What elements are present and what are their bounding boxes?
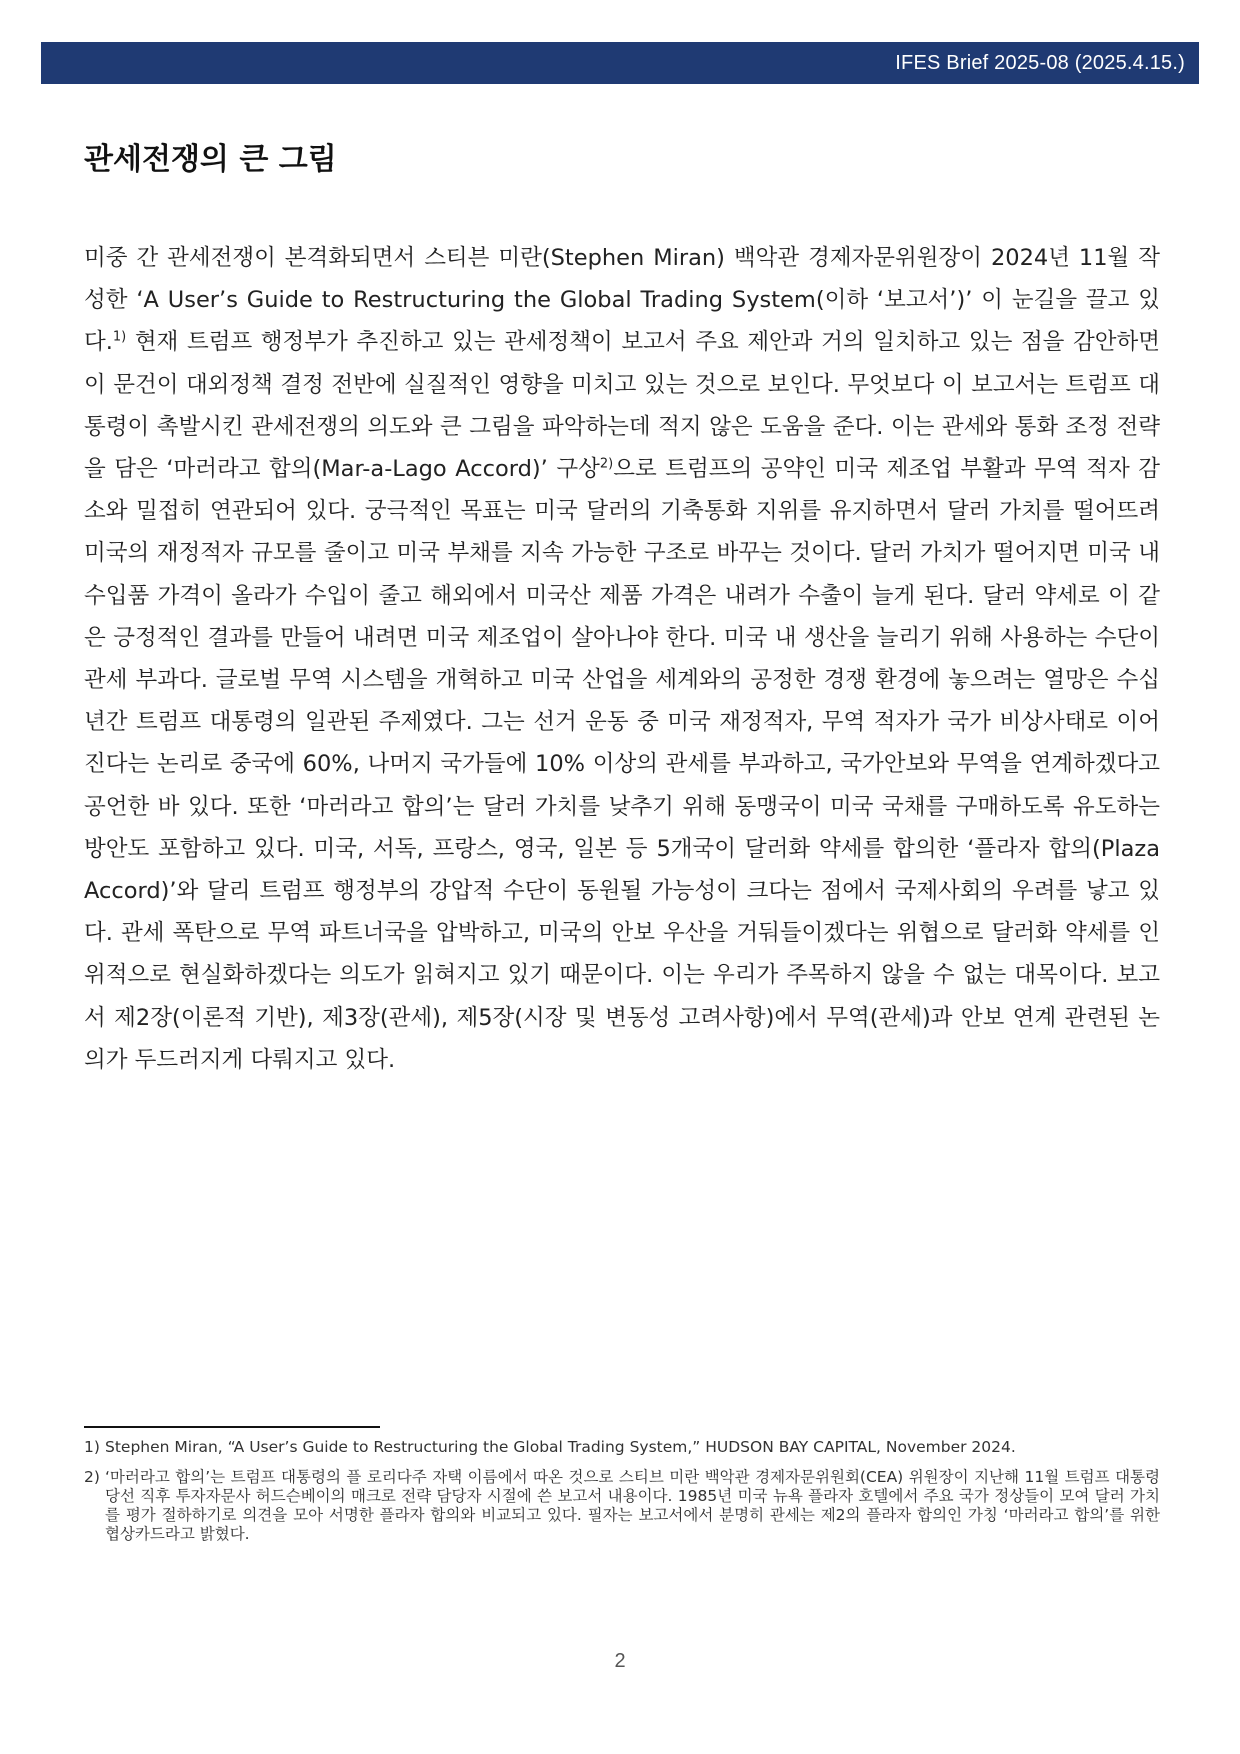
footnote-list bbox=[84, 1438, 1160, 1555]
footnote-ref-1[interactable]: 1) bbox=[112, 329, 127, 345]
footnote-item bbox=[84, 1438, 1160, 1457]
footnote-divider bbox=[84, 1426, 380, 1428]
body-text-part-1: 미중 간 관세전쟁이 본격화되면서 스티븐 미란(Stephen Miran) 백악관 경제자문위원장이 2024년 11월 작성한 ‘A User’s Guide to Restructuring the Global Trading System(이하 ‘보고서’)’ 이 눈길을 끌고 있다. bbox=[84, 245, 1160, 356]
footnote-ref-2[interactable]: 2) bbox=[599, 456, 614, 472]
body-text-part-3: 으로 트럼프의 공약인 미국 제조업 부활과 무역 적자 감소와 밀접히 연관되어 있다. 궁극적인 목표는 미국 달러의 기축통화 지위를 유지하면서 달러 가치를 떨어뜨려 미국의 재정적자 규모를 줄이고 미국 부채를 지속 가능한 구조로 바꾸는 것이다. 달러 가치가 떨어지면 미국 내 수입품 가격이 올라가 수입이 줄고 해외에서 미국산 제품 가격은 내려가 수출이 늘게 된다. 달러 약세로 이 같은 긍정적인 결과를 만들어 내려면 미국 제조업이 살아나야 한다. 미국 내 생산을 늘리기 위해 사용하는 수단이 관세 부과다. 글로벌 무역 시스템을 개혁하고 미국 산업을 세계와의 공정한 경쟁 환경에 놓으려는 열망은 수십 년간 트럼프 대통령의 일관된 주제였다. 그는 선거 운동 중 미국 재정적자, 무역 적자가 국가 비상사태로 이어진다는 논리로 중국에 60%, 나머지 국가들에 10% 이상의 관세를 부과하고, 국가안보와 무역을 연계하겠다고 공언한 바 있다. 또한 ‘마러라고 합의’는 달러 가치를 낮추기 위해 동맹국이 미국 국채를 구매하도록 유도하는 방안도 포함하고 있다. 미국, 서독, 프랑스, 영국, 일본 등 5개국이 달러화 약세를 합의한 ‘플라자 합의(Plaza Accord)’와 달리 트럼프 행정부의 강압적 수단이 동원될 가능성이 크다는 점에서 국제사회의 우려를 낳고 있다. 관세 폭탄으로 무역 파트너국을 압박하고, 미국의 안보 우산을 거둬들이겠다는 위협으로 달러화 약세를 인위적으로 현실화하겠다는 의도가 읽혀지고 있기 때문이다. 이는 우리가 주목하지 않을 수 없는 대목이다. 보고서 제2장(이론적 기반), 제3장(관세), 제5장(시장 및 변동성 고려사항)에서 무역(관세)과 안보 연계 관련된 논의가 두드러지게 다뤄지고 있다. bbox=[84, 456, 1160, 1073]
footnote-text: Stephen Miran, “A User’s Guide to Restructuring the Global Trading System,” HUDSON BAY CAPITAL, November 2024. bbox=[105, 1438, 1016, 1456]
header-bar bbox=[41, 42, 1199, 84]
footnote-number: 2) bbox=[84, 1468, 100, 1486]
page-number: 2 bbox=[614, 1650, 626, 1672]
body-paragraph bbox=[84, 237, 1160, 1081]
section-title: 관세전쟁의 큰 그림 bbox=[84, 142, 337, 177]
footnote-text: ‘마러라고 합의’는 트럼프 대통령의 플 로리다주 자택 이름에서 따온 것으로 스티브 미란 백악관 경제자문위원회(CEA) 위원장이 지난해 11월 트럼프 대통령 당선 직후 투자자문사 허드슨베이의 매크로 전략 담당자 시절에 쓴 보고서 내용이다. 1985년 미국 뉴욕 플라자 호텔에서 주요 국가 정상들이 모여 달러 가치를 평가 절하하기로 의견을 모아 서명한 플라자 합의와 비교되고 있다. 필자는 보고서에서 분명히 관세는 제2의 플라자 합의인 가칭 ‘마러라고 합의’를 위한 협상카드라고 밝혔다. bbox=[105, 1468, 1160, 1543]
brief-label: IFES Brief 2025-08 (2025.4.15.) bbox=[895, 52, 1185, 74]
body-text-part-2: 현재 트럼프 행정부가 추진하고 있는 관세정책이 보고서 주요 제안과 거의 일치하고 있는 점을 감안하면 이 문건이 대외정책 결정 전반에 실질적인 영향을 미치고 있는 것으로 보인다. 무엇보다 이 보고서는 트럼프 대통령이 촉발시킨 관세전쟁의 의도와 큰 그림을 파악하는데 적지 않은 도움을 준다. 이는 관세와 통화 조정 전략을 담은 ‘마러라고 합의(Mar-a-Lago Accord)’ 구상 bbox=[84, 329, 1160, 483]
footnote-item bbox=[84, 1468, 1160, 1544]
footnote-number: 1) bbox=[84, 1438, 100, 1456]
